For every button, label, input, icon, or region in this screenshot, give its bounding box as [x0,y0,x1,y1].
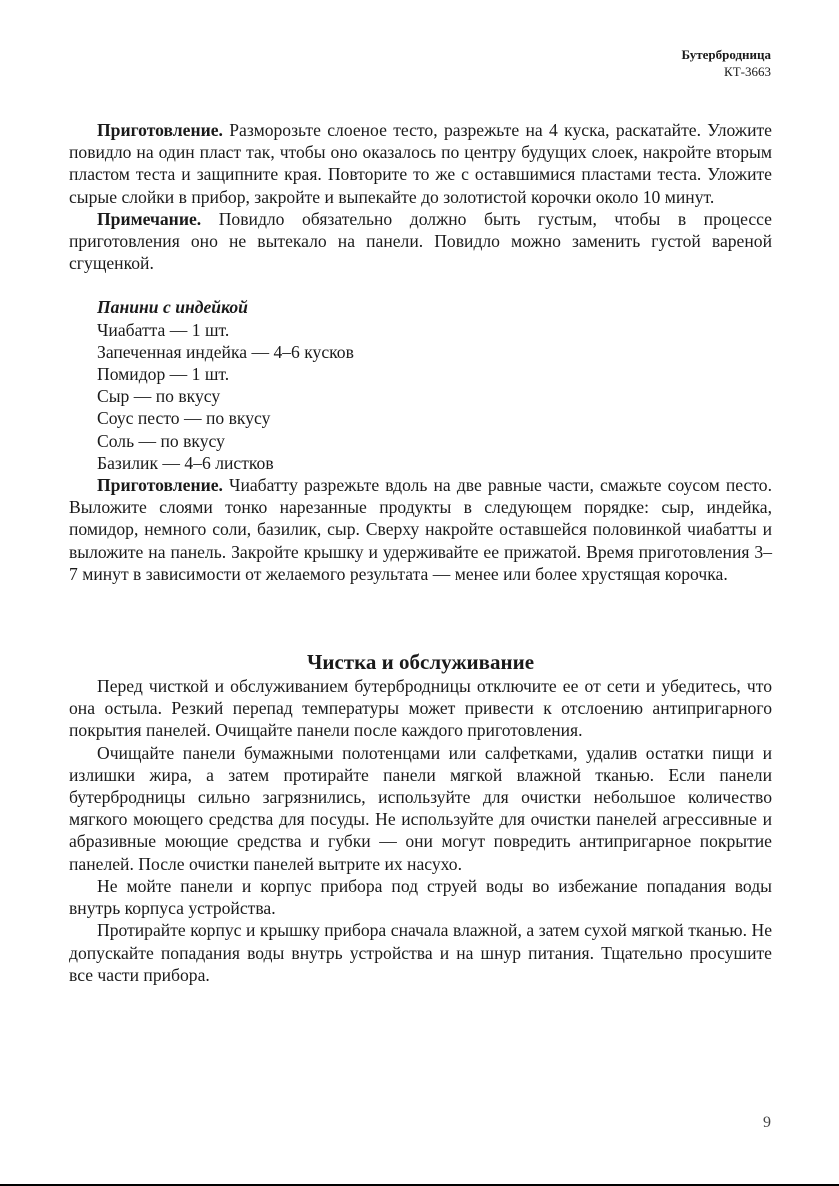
spacer [69,274,772,296]
preparation-label: Приготовление. [97,475,223,496]
preparation-text: Чиабатту разрежьте вдоль на две равные части, смажьте соусом песто. Выложите слоями тонко нарезанные продукты в следующем порядке: сыр, индейка, помидор, немного соли, базилик, сыр. Сверху накройте оставшейся половинкой чиабатты и выложите на панель. Закройте крышку и удерживайте ее прижатой. Время приготовления 3–7 минут в зависимости от желаемого результата — менее или более хрустящая корочка. [69,475,772,584]
ingredient-item: Запеченная индейка — 4–6 кусков [97,341,354,362]
puff-note-paragraph [69,208,772,275]
ingredient-item: Базилик — 4–6 листков [97,452,274,473]
cleaning-paragraph: Не мойте панели и корпус прибора под струей воды во избежание попадания воды внутрь корпуса устройства. [69,875,772,919]
preparation-text: Разморозьте слоеное тесто, разрежьте на 4 куска, раскатайте. Уложите повидло на один пласт так, чтобы оно оказалось по центру будущих слоек, накройте вторым пластом теста и защипните края. Повторите то же с оставшимися пластами теста. Уложите сырые слойки в прибор, закройте и выпекайте до золотистой корочки около 10 минут. [69,120,772,207]
puff-preparation-paragraph [69,119,772,208]
note-text: Повидло обязательно должно быть густым, чтобы в процессе приготовления оно не вытекало на панели. Повидло можно заменить густой вареной сгущенкой. [69,208,772,274]
panini-recipe [97,296,772,474]
cleaning-paragraph: Очищайте панели бумажными полотенцами или салфетками, удалив остатки пищи и излишки жира, а затем протирайте панели мягкой влажной тканью. Если панели бутербродницы сильно загрязнились, используйте для очистки небольшое количество мягкого моющего средства для посуды. Не используйте для очистки панелей агрессивные и абразивные моющие средства и губки — они могут повредить антипригарное покрытие панелей. После очистки панелей вытрите их насухо. [69,742,772,874]
recipe-title: Панини с индейкой [97,297,248,318]
ingredient-item: Сыр — по вкусу [97,386,221,407]
ingredient-item: Чиабатта — 1 шт. [97,319,230,340]
ingredient-item: Соль — по вкусу [97,430,225,451]
page-content [69,119,772,986]
ingredient-item: Помидор — 1 шт. [97,364,230,385]
note-label: Примечание. [97,208,202,229]
cleaning-paragraph: Протирайте корпус и крышку прибора сначала влажной, а затем сухой мягкой тканью. Не допускайте попадания воды внутрь устройства и на шнур питания. Тщательно просушите все части прибора. [69,920,772,985]
section-heading-cleaning: Чистка и обслуживание [306,650,535,675]
running-head [681,46,771,80]
preparation-label: Приготовление. [97,120,223,140]
spacer [69,585,772,649]
ingredient-item: Соус песто — по вкусу [97,408,271,429]
product-name: Бутербродница [681,47,771,62]
page-number: 9 [763,1114,771,1131]
cleaning-paragraph: Перед чисткой и обслуживанием бутербродницы отключите ее от сети и убедитесь, что она остыла. Резкий перепад температуры может привести к отслоению антипригарного покрытия панелей. Очищайте панели после каждого приготовления. [69,676,772,741]
panini-preparation-paragraph [69,474,772,585]
product-model: КТ-3663 [724,64,771,79]
